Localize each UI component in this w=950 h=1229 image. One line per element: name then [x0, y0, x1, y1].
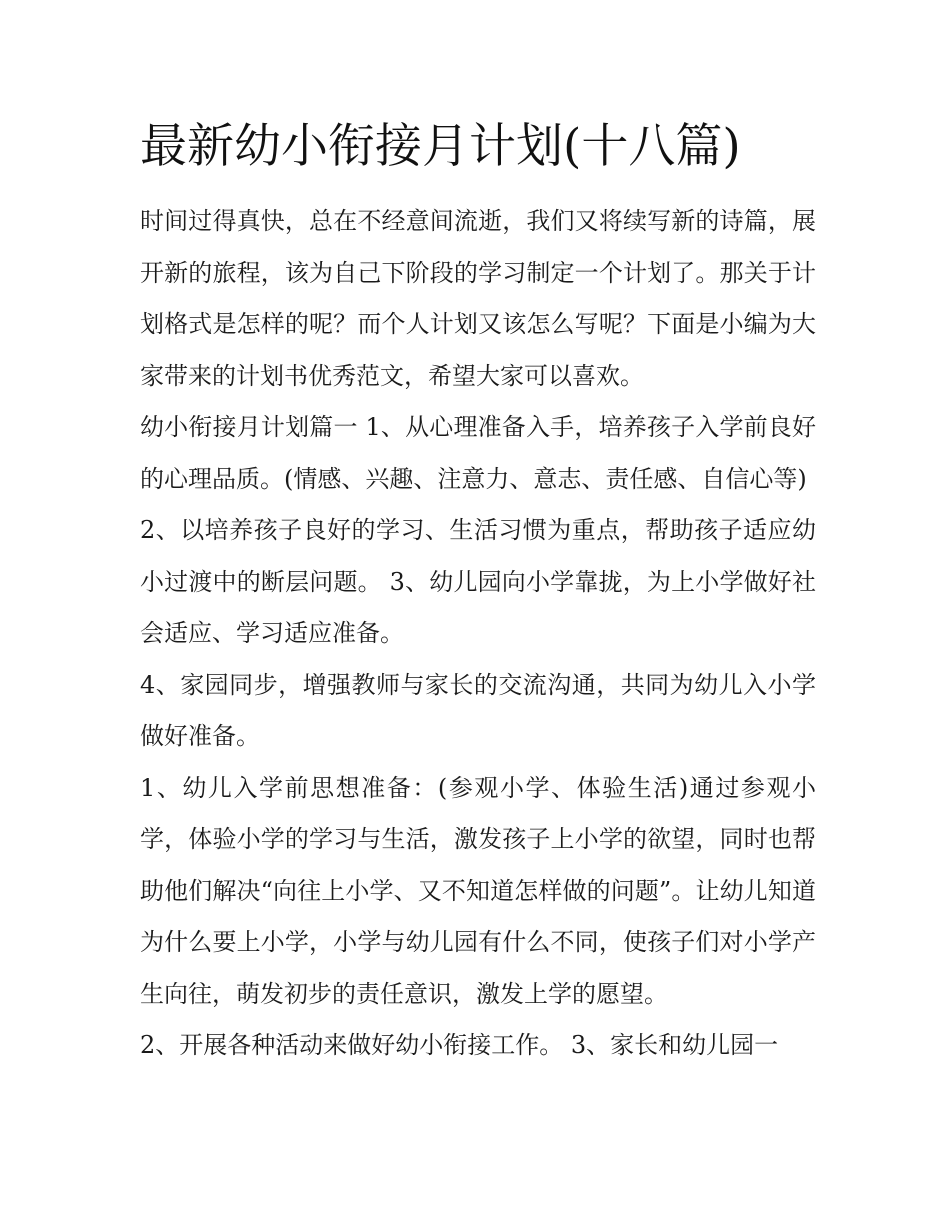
page-title: 最新幼小衔接月计划(十八篇): [140, 119, 741, 174]
paragraph-intro: 时间过得真快，总在不经意间流逝，我们又将续写新的诗篇，展开新的旅程，该为自己下阶段的学习制定一个计划了。那关于计划格式是怎样的呢？而个人计划又该怎么写呢？下面是小编为大家带来的计划书优秀范文，希望大家可以喜欢。: [140, 207, 816, 390]
paragraph-5: 2、开展各种活动来做好幼小衔接工作。 3、家长和幼儿园一: [140, 1031, 779, 1059]
paragraph-4: 1、幼儿入学前思想准备：(参观小学、体验生活)通过参观小学，体验小学的学习与生活，激发孩子上小学的欲望，同时也帮助他们解决“向往上小学、又不知道怎样做的问题”。让幼儿知道为什么要上小学，小学与幼儿园有什么不同，使孩子们对小学产生向往，萌发初步的责任意识，激发上学的愿望。: [140, 773, 816, 1008]
document-body: [140, 196, 816, 1072]
paragraph-3: 4、家园同步，增强教师与家长的交流沟通，共同为幼儿入小学做好准备。: [140, 670, 816, 750]
paragraph-1: 幼小衔接月计划篇一 1、从心理准备入手，培养孩子入学前良好的心理品质。(情感、兴趣、注意力、意志、责任感、自信心等): [140, 413, 816, 493]
paragraph-2: 2、以培养孩子良好的学习、生活习惯为重点，帮助孩子适应幼小过渡中的断层问题。 3、幼儿园向小学靠拢，为上小学做好社会适应、学习适应准备。: [140, 516, 816, 647]
